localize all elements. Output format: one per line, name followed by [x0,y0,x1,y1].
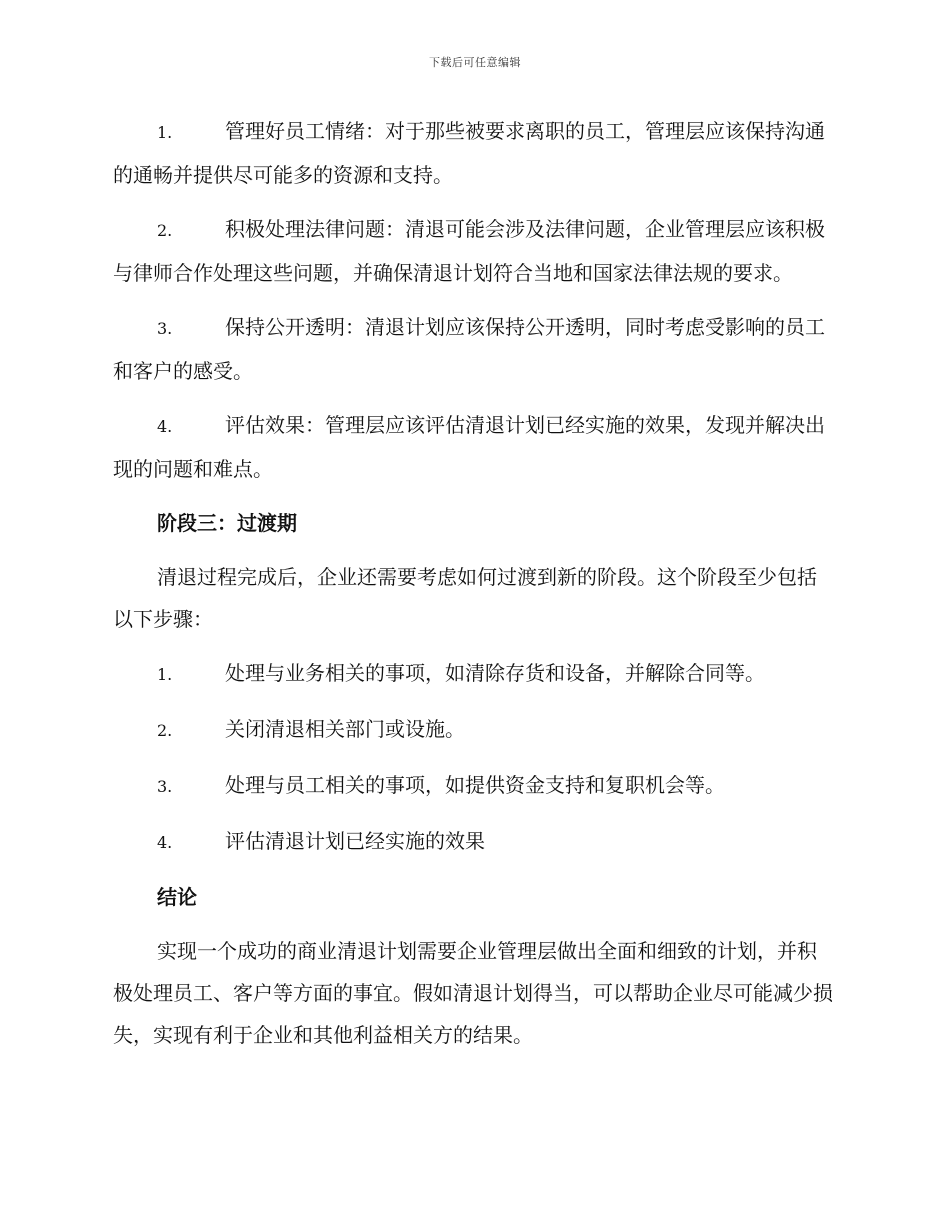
list-text: 评估清退计划已经实施的效果 [225,829,485,853]
list-item [113,306,833,392]
list-item [113,208,833,294]
list-number: 4. [157,833,173,852]
list-number: 1. [157,665,173,684]
section-intro: 清退过程完成后，企业还需要考虑如何过渡到新的阶段。这个阶段至少包括以下步骤： [113,565,817,631]
list-text: 评估效果：管理层应该评估清退计划已经实施的效果，发现并解决出现的问题和难点。 [113,413,825,481]
list-number: 2. [157,721,173,740]
list-item [113,110,833,196]
list-item [113,708,833,752]
section-heading: 阶段三：过渡期 [157,511,297,535]
list-text: 处理与业务相关的事项，如清除存货和设备，并解除合同等。 [225,661,765,685]
list-item [113,652,833,696]
list-text: 管理好员工情绪：对于那些被要求离职的员工，管理层应该保持沟通的通畅并提供尽可能多的资源和支持。 [113,119,825,187]
list-item [113,820,833,864]
list-text: 积极处理法律问题：清退可能会涉及法律问题，企业管理层应该积极与律师合作处理这些问题，并确保清退计划符合当地和国家法律法规的要求。 [113,217,825,285]
list-number: 1. [157,123,173,142]
list-text: 处理与员工相关的事项，如提供资金支持和复职机会等。 [225,773,725,797]
list-item [113,404,833,490]
list-item [113,764,833,808]
list-text: 关闭清退相关部门或设施。 [225,717,465,741]
conclusion-heading: 结论 [157,885,197,909]
list-number: 3. [157,319,173,338]
conclusion-text: 实现一个成功的商业清退计划需要企业管理层做出全面和细致的计划，并积极处理员工、客户等方面的事宜。假如清退计划得当，可以帮助企业尽可能减少损失，实现有利于企业和其他利益相关方的结果。 [113,939,833,1047]
list-number: 2. [157,221,173,240]
document-body [113,110,833,1068]
list-number: 3. [157,777,173,796]
list-number: 4. [157,417,173,436]
list-text: 保持公开透明：清退计划应该保持公开透明，同时考虑受影响的员工和客户的感受。 [113,315,825,383]
page-header: 下载后可任意编辑 [429,56,521,69]
